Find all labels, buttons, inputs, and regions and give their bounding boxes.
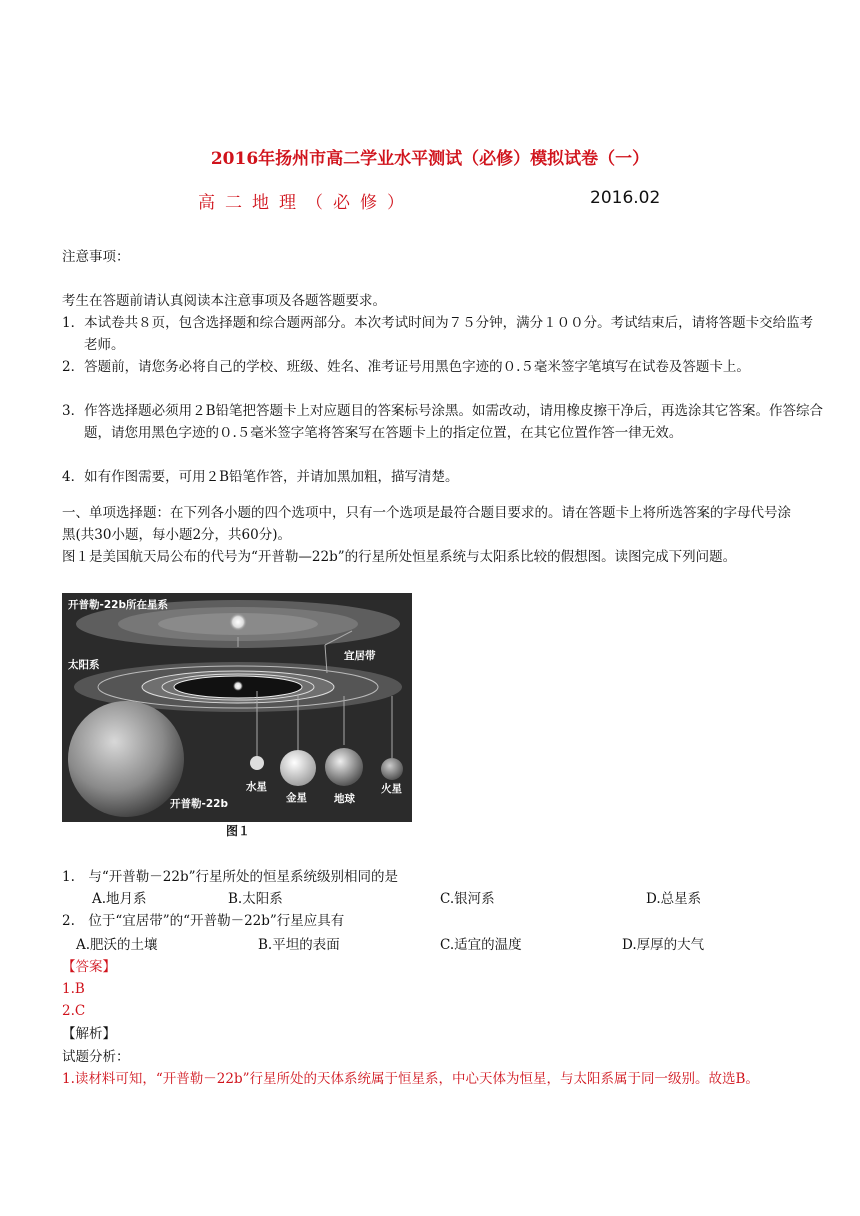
mercury-planet xyxy=(250,756,264,770)
label-venus: 金星 xyxy=(286,792,307,804)
question-1-stem: 1. 与“开普勒－22b”行星所处的恒星系统级别相同的是 xyxy=(62,869,399,885)
mars-planet xyxy=(381,758,403,780)
exam-date: 2016.02 xyxy=(590,188,661,208)
analysis-lead: 试题分析： xyxy=(62,1049,130,1065)
earth-planet xyxy=(325,748,363,786)
label-mercury: 水星 xyxy=(246,781,267,793)
label-mars: 火星 xyxy=(381,783,402,795)
label-kepler-system: 开普勒-22b所在星系 xyxy=(68,599,168,611)
answer-heading: 【答案】 xyxy=(62,959,116,975)
label-solar-system: 太阳系 xyxy=(68,659,100,671)
answer-item-1: 1.B xyxy=(62,981,85,997)
notice-item-2: 2．答题前，请您务必将自己的学校、班级、姓名、准考证号用黑色字迹的０.５毫米签字笔填写在试卷及答题卡上。 xyxy=(62,359,750,375)
solar-system-comparison-figure xyxy=(62,593,412,822)
section-heading: 一、单项选择题：在下列各小题的四个选项中，只有一个选项是最符合题目要求的。请在答题卡上将所选答案的字母代号涂黑(共30小题，每小题2分，共60分)。 xyxy=(62,505,791,543)
kepler-22b-planet xyxy=(68,701,184,817)
notice-item-4: 4．如有作图需要，可用２B铅笔作答，并请加黑加粗，描写清楚。 xyxy=(62,469,459,485)
notice-item-1: 1．本试卷共８页，包含选择题和综合题两部分。本次考试时间为７５分钟，满分１００分。考试结束后，请将答题卡交给监考老师。 xyxy=(62,315,814,353)
question-2-option-b: B.平坦的表面 xyxy=(258,937,340,953)
label-habitable-zone: 宜居带 xyxy=(344,650,376,662)
question-1-option-d: D.总星系 xyxy=(646,891,702,907)
exam-title: 2016年扬州市高二学业水平测试（必修）模拟试卷（一） xyxy=(210,149,650,169)
label-kepler-planet: 开普勒-22b xyxy=(170,798,228,810)
notice-intro: 考生在答题前请认真阅读本注意事项及各题答题要求。 xyxy=(62,293,386,309)
question-1-option-c: C.银河系 xyxy=(440,891,495,907)
notice-heading: 注意事项： xyxy=(62,249,130,265)
answer-item-2: 2.C xyxy=(62,1003,86,1019)
figure-caption: 图１ xyxy=(226,824,251,838)
analysis-heading: 【解析】 xyxy=(62,1026,116,1042)
question-1-option-a: A.地月系 xyxy=(92,891,147,907)
question-2-option-a: A.肥沃的土壤 xyxy=(76,937,158,953)
analysis-text: 1.读材料可知，“开普勒－22b”行星所处的天体系统属于恒星系，中心天体为恒星，与太阳系属于同一级别。故选B。 xyxy=(62,1071,759,1087)
subject-title: 高二地理（必修） xyxy=(198,193,414,213)
question-2-option-d: D.厚厚的大气 xyxy=(622,937,705,953)
question-stem-intro: 图１是美国航天局公布的代号为“开普勒—22b”的行星所处恒星系统与太阳系比较的假想图。读图完成下列问题。 xyxy=(62,549,737,565)
venus-planet xyxy=(280,750,316,786)
question-1-option-b: B.太阳系 xyxy=(228,891,283,907)
label-earth: 地球 xyxy=(334,793,355,805)
notice-item-3: 3．作答选择题必须用２B铅笔把答题卡上对应题目的答案标号涂黑。如需改动，请用橡皮擦干净后，再选涂其它答案。作答综合题，请您用黑色字迹的０.５毫米签字笔将答案写在答题卡上的指定位置，在其它位置作答一律无效。 xyxy=(62,403,824,441)
question-2-option-c: C.适宜的温度 xyxy=(440,937,522,953)
question-2-stem: 2. 位于“宜居带”的“开普勒－22b”行星应具有 xyxy=(62,913,345,929)
